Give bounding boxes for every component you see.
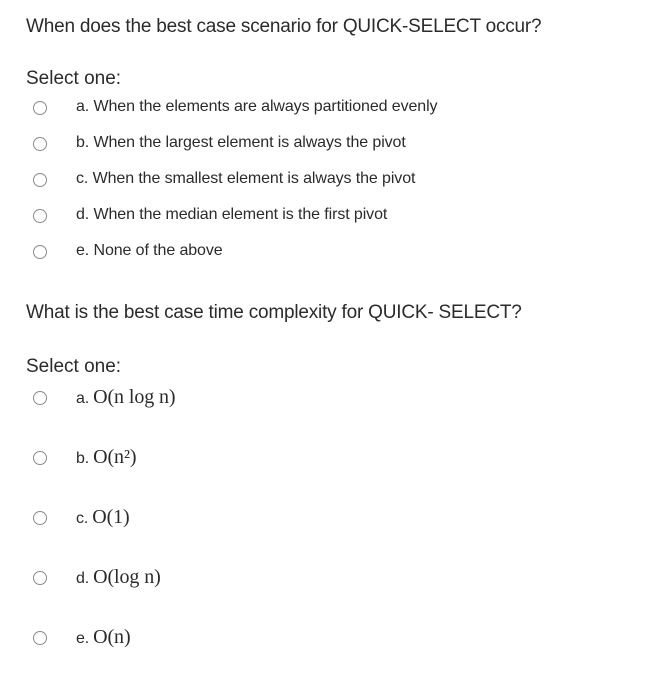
option-label: [76, 386, 175, 409]
option-prefix: e.: [76, 630, 90, 647]
option-1a[interactable]: [0, 94, 662, 124]
radio-button[interactable]: [33, 451, 47, 465]
option-label: b. When the largest element is always the pivot: [76, 134, 406, 151]
option-label: [76, 566, 161, 589]
math-expression: O(n²): [93, 446, 137, 468]
option-label: [76, 506, 130, 529]
option-label: d. When the median element is the first pivot: [76, 206, 388, 223]
option-label: e. None of the above: [76, 242, 223, 259]
option-prefix: a.: [76, 390, 90, 407]
math-expression: O(n): [93, 626, 131, 648]
radio-button[interactable]: [33, 209, 47, 223]
radio-button[interactable]: [33, 137, 47, 151]
option-2c[interactable]: [0, 504, 662, 534]
option-label: a. When the elements are always partitioned evenly: [76, 98, 438, 115]
radio-button[interactable]: [33, 101, 47, 115]
option-1c[interactable]: [0, 166, 662, 196]
option-prefix: d.: [76, 570, 90, 587]
option-2e[interactable]: [0, 624, 662, 654]
option-prefix: c.: [76, 510, 89, 527]
radio-button[interactable]: [33, 173, 47, 187]
radio-button[interactable]: [33, 245, 47, 259]
option-2b[interactable]: [0, 444, 662, 474]
option-prefix: b.: [76, 450, 90, 467]
math-expression: O(1): [92, 506, 130, 528]
option-1d[interactable]: [0, 202, 662, 232]
radio-button[interactable]: [33, 511, 47, 525]
option-label: c. When the smallest element is always the pivot: [76, 170, 416, 187]
option-label: [76, 446, 136, 469]
question-2-text: What is the best case time complexity for QUICK- SELECT?: [26, 302, 522, 323]
question-1-text: When does the best case scenario for QUICK-SELECT occur?: [26, 16, 542, 37]
option-1e[interactable]: [0, 238, 662, 268]
option-1b[interactable]: [0, 130, 662, 160]
math-expression: O(n log n): [93, 386, 176, 408]
option-2d[interactable]: [0, 564, 662, 594]
option-2a[interactable]: [0, 384, 662, 414]
radio-button[interactable]: [33, 391, 47, 405]
select-one-label: Select one:: [26, 68, 122, 89]
radio-button[interactable]: [33, 571, 47, 585]
select-one-label: Select one:: [26, 356, 122, 377]
math-expression: O(log n): [93, 566, 161, 588]
radio-button[interactable]: [33, 631, 47, 645]
option-label: [76, 626, 131, 649]
